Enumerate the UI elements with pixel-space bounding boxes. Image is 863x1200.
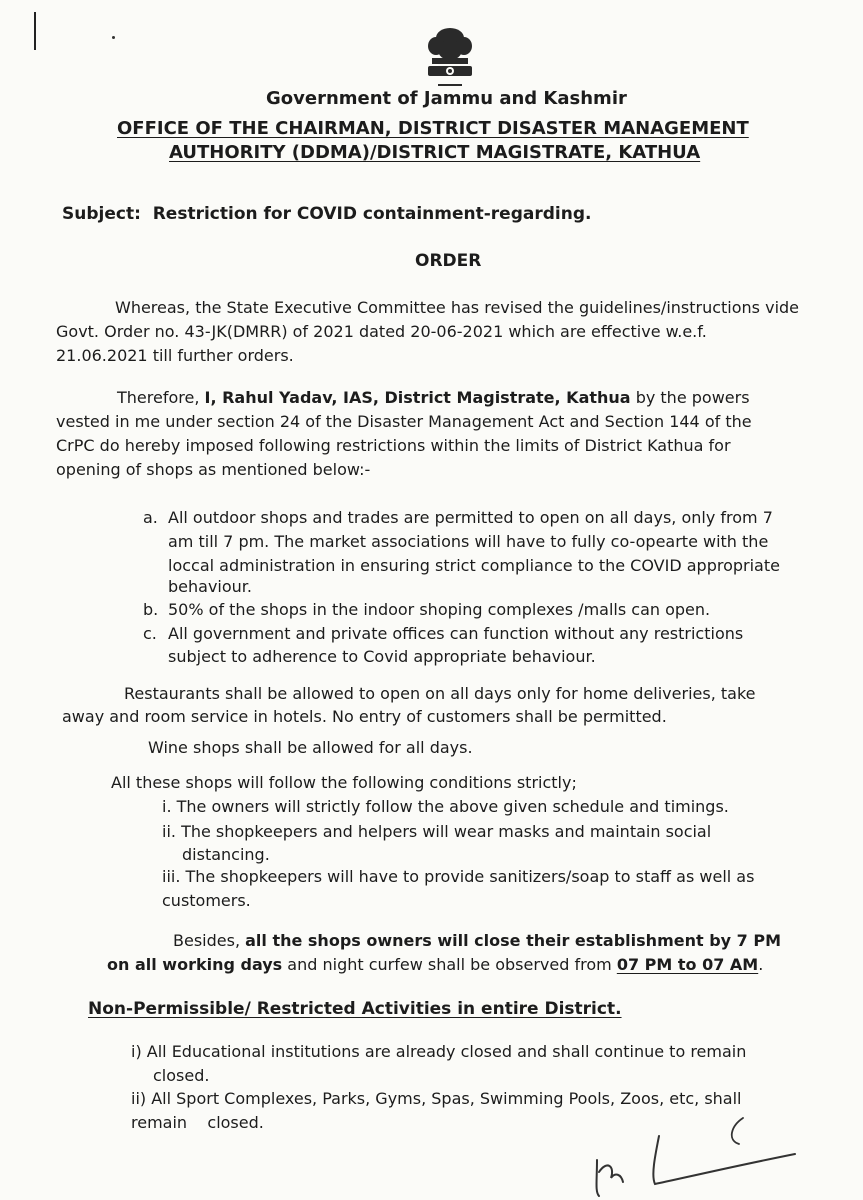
besides-pre: Besides,	[173, 931, 246, 950]
order-title: ORDER	[415, 251, 482, 271]
list-a-line1: All outdoor shops and trades are permitted to open on all days, only from 7	[168, 508, 773, 527]
subject-line	[62, 204, 591, 224]
restricted-heading: Non-Permissible/ Restricted Activities in entire District.	[88, 999, 622, 1019]
para1-line3: 21.06.2021 till further orders.	[56, 346, 294, 365]
restricted-i-line2: closed.	[153, 1066, 210, 1085]
condition-ii-line1: ii. The shopkeepers and helpers will wear masks and maintain social	[162, 822, 712, 841]
subject-label: Subject:	[62, 204, 141, 224]
restricted-ii-line2: remain closed.	[131, 1113, 264, 1132]
list-a-line2: am till 7 pm. The market associations will have to fully co-opearte with the	[168, 532, 769, 551]
wine-shops: Wine shops shall be allowed for all days.	[148, 738, 473, 757]
para2-post: by the powers	[630, 388, 750, 407]
list-b-marker: b.	[143, 600, 159, 619]
curfew-time: 07 PM to 07 AM	[616, 955, 759, 974]
condition-i: i. The owners will strictly follow the above given schedule and timings.	[162, 797, 729, 816]
office-line-2: AUTHORITY (DDMA)/DISTRICT MAGISTRATE, KATHUA	[169, 142, 701, 163]
para2-line2: vested in me under section 24 of the Disaster Management Act and Section 144 of the	[56, 412, 752, 431]
condition-iii-line2: customers.	[162, 891, 251, 910]
restricted-i-line1: i) All Educational institutions are already closed and shall continue to remain	[131, 1042, 747, 1061]
working-days: on all working days	[107, 955, 283, 974]
para2-line3: CrPC do hereby imposed following restrictions within the limits of District Kathua for	[56, 436, 731, 455]
para2-line1	[117, 388, 750, 408]
restaurants-line2: away and room service in hotels. No entry of customers shall be permitted.	[62, 707, 667, 726]
list-a-line3: loccal administration in ensuring strict compliance to the COVID appropriate	[168, 556, 780, 575]
office-line-1: OFFICE OF THE CHAIRMAN, DISTRICT DISASTER MANAGEMENT	[117, 118, 749, 139]
restricted-ii-line1: ii) All Sport Complexes, Parks, Gyms, Spas, Swimming Pools, Zoos, etc, shall	[131, 1089, 742, 1108]
besides-mid: and night curfew shall be observed from	[282, 955, 617, 974]
magistrate-name: I, Rahul Yadav, IAS, District Magistrate, Kathua	[204, 388, 631, 407]
para1-line2: Govt. Order no. 43-JK(DMRR) of 2021 dated 20-06-2021 which are effective w.e.f.	[56, 322, 707, 341]
conditions-intro: All these shops will follow the following conditions strictly;	[111, 773, 577, 792]
besides-line2	[107, 955, 763, 975]
list-c-marker: c.	[143, 624, 157, 643]
list-b-line1: 50% of the shops in the indoor shoping complexes /malls can open.	[168, 600, 711, 619]
list-c-line1: All government and private offices can function without any restrictions	[168, 624, 744, 643]
para2-line4: opening of shops as mentioned below:-	[56, 460, 371, 479]
list-a-line4: behaviour.	[168, 577, 252, 596]
condition-iii-line1: iii. The shopkeepers will have to provide sanitizers/soap to staff as well as	[162, 867, 755, 886]
list-a-marker: a.	[143, 508, 158, 527]
besides-end: .	[758, 955, 764, 974]
margin-mark	[34, 12, 36, 50]
government-name: Government of Jammu and Kashmir	[266, 88, 627, 109]
para1-line1: Whereas, the State Executive Committee has revised the guidelines/instructions vide	[115, 298, 800, 317]
besides-line1	[173, 931, 781, 951]
closing-rule: all the shops owners will close their establishment by 7 PM	[245, 931, 781, 950]
signature-icon	[585, 1110, 815, 1200]
restaurants-line1: Restaurants shall be allowed to open on all days only for home deliveries, take	[124, 684, 756, 703]
list-c-line2: subject to adherence to Covid appropriate behaviour.	[168, 647, 596, 666]
speck	[112, 36, 115, 39]
condition-ii-line2: distancing.	[182, 845, 270, 864]
para2-pre: Therefore,	[117, 388, 205, 407]
subject-text: Restriction for COVID containment-regarding.	[152, 204, 592, 224]
